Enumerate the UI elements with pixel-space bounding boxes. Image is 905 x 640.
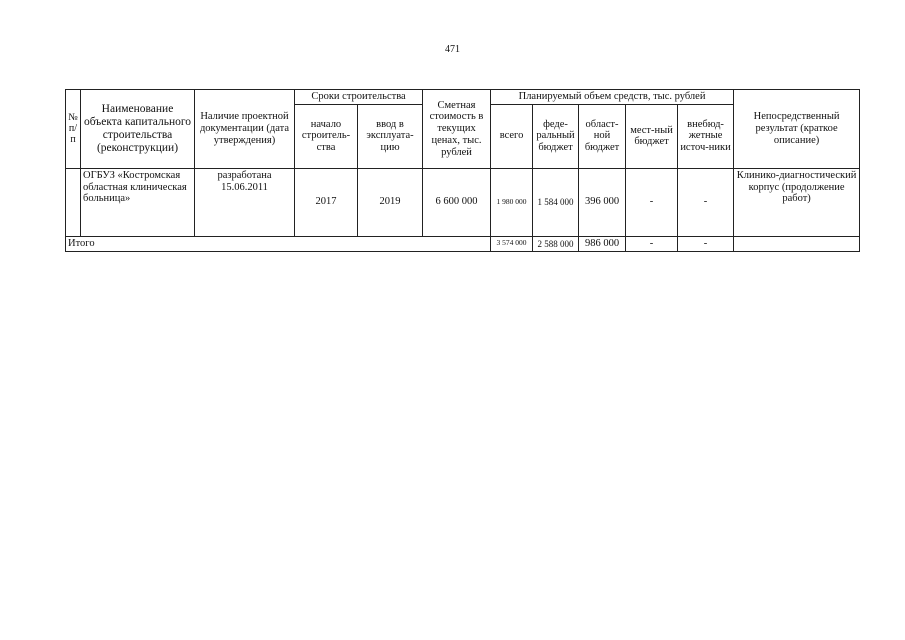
col-local-header: мест-ный бюджет [626,104,678,168]
table-row [66,168,860,236]
row-total: 1 980 000 [491,168,533,236]
col-regional-header: област-ной бюджет [579,104,626,168]
totals-regional: 986 000 [579,236,626,251]
header-row-1 [66,90,860,105]
row-regional: 396 000 [579,168,626,236]
totals-label: Итого [66,236,491,251]
totals-result [734,236,860,251]
row-number [66,168,81,236]
row-object-name: ОГБУЗ «Костромская областная клиническая больница» [81,168,195,236]
row-extra: - [678,168,734,236]
col-terms-header: Сроки строительства [295,90,423,105]
totals-federal: 2 588 000 [533,236,579,251]
col-docs-header: Наличие проектной документации (дата утверждения) [195,90,295,169]
totals-extra: - [678,236,734,251]
col-end-header: ввод в эксплуата-цию [358,104,423,168]
totals-total: 3 574 000 [491,236,533,251]
row-start-year: 2017 [295,168,358,236]
row-docs: разработана 15.06.2011 [195,168,295,236]
totals-row [66,236,860,251]
col-result-header: Непосредственный результат (краткое описание) [734,90,860,169]
col-start-header: начало строитель-ства [295,104,358,168]
page-number: 471 [445,44,460,55]
col-cost-header: Сметная стоимость в текущих ценах, тыс. рублей [423,90,491,169]
col-number-header: № п/ п [66,90,81,169]
col-total-header: всего [491,104,533,168]
row-federal: 1 584 000 [533,168,579,236]
col-federal-header: феде-ральный бюджет [533,104,579,168]
col-name-header: Наименование объекта капитального строительства (реконструкции) [81,90,195,169]
col-extra-header: внебюд-жетные источ-ники [678,104,734,168]
row-end-year: 2019 [358,168,423,236]
row-local: - [626,168,678,236]
budget-table [65,89,860,252]
totals-local: - [626,236,678,251]
col-planned-header: Планируемый объем средств, тыс. рублей [491,90,734,105]
row-result: Клинико-диагностический корпус (продолжение работ) [734,168,860,236]
row-cost: 6 600 000 [423,168,491,236]
